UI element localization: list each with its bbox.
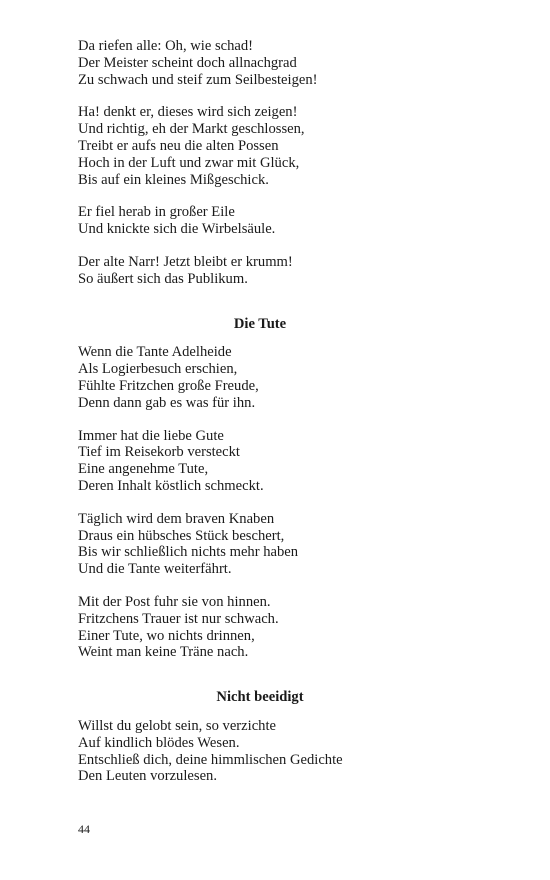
verse-line: Den Leuten vorzulesen. — [78, 768, 217, 785]
verse-line: Einer Tute, wo nichts drinnen, — [78, 627, 255, 644]
poem-title: Die Tute — [233, 315, 287, 332]
verse-line: Draus ein hübsches Stück beschert, — [78, 527, 285, 544]
verse-line: Der Meister scheint doch allnachgrad — [78, 54, 297, 71]
verse-line: Ha! denkt er, dieses wird sich zeigen! — [78, 104, 298, 121]
poem-title: Nicht beeidigt — [216, 689, 304, 706]
page-body — [78, 38, 478, 785]
stanza — [78, 718, 478, 785]
verse-line: Und die Tante weiterfährt. — [78, 561, 232, 578]
verse-line: Bis wir schließlich nichts mehr haben — [78, 544, 299, 561]
verse-line: Als Logierbesuch erschien, — [78, 361, 238, 378]
verse-line: Fühlte Fritzchen große Freude, — [78, 377, 259, 394]
stanza — [78, 204, 478, 238]
verse-line: Immer hat die liebe Gute — [78, 427, 224, 444]
verse-line: Willst du gelobt sein, so verzichte — [78, 717, 277, 734]
verse-line: Tief im Reisekorb versteckt — [78, 444, 240, 461]
verse-line: Er fiel herab in großer Eile — [78, 204, 235, 221]
verse-line: Wenn die Tante Adelheide — [78, 344, 232, 361]
verse-line: Bis auf ein kleines Mißgeschick. — [78, 171, 269, 188]
poem-die-tute — [78, 316, 478, 662]
verse-line: Auf kindlich blödes Wesen. — [78, 734, 240, 751]
verse-line: Treibt er aufs neu die alten Possen — [78, 137, 279, 154]
verse-line: Zu schwach und steif zum Seilbesteigen! — [78, 71, 318, 88]
stanza — [78, 511, 478, 578]
verse-line: Fritzchens Trauer ist nur schwach. — [78, 610, 279, 627]
verse-line: Hoch in der Luft und zwar mit Glück, — [78, 154, 300, 171]
verse-line: Eine angenehme Tute, — [78, 461, 209, 478]
stanza — [78, 104, 478, 188]
verse-line: Täglich wird dem braven Knaben — [78, 510, 275, 527]
verse-line: Der alte Narr! Jetzt bleibt er krumm! — [78, 253, 293, 270]
stanza — [78, 344, 478, 411]
page-number: 44 — [78, 822, 90, 836]
verse-line: Da riefen alle: Oh, wie schad! — [78, 38, 254, 54]
verse-line: Und richtig, eh der Markt geschlossen, — [78, 121, 305, 138]
verse-line: Denn dann gab es was für ihn. — [78, 394, 256, 411]
poem-continued — [78, 38, 478, 288]
stanza — [78, 254, 478, 288]
stanza — [78, 594, 478, 661]
stanza — [78, 38, 478, 88]
verse-line: Entschließ dich, deine himmlischen Gedichte — [78, 751, 343, 768]
poem-nicht-beeidigt — [78, 689, 478, 785]
verse-line: Und knickte sich die Wirbelsäule. — [78, 221, 276, 238]
stanza — [78, 428, 478, 495]
verse-line: Deren Inhalt köstlich schmeckt. — [78, 477, 264, 494]
verse-line: Weint man keine Träne nach. — [78, 644, 249, 661]
verse-line: So äußert sich das Publikum. — [78, 270, 248, 287]
verse-line: Mit der Post fuhr sie von hinnen. — [78, 593, 271, 610]
